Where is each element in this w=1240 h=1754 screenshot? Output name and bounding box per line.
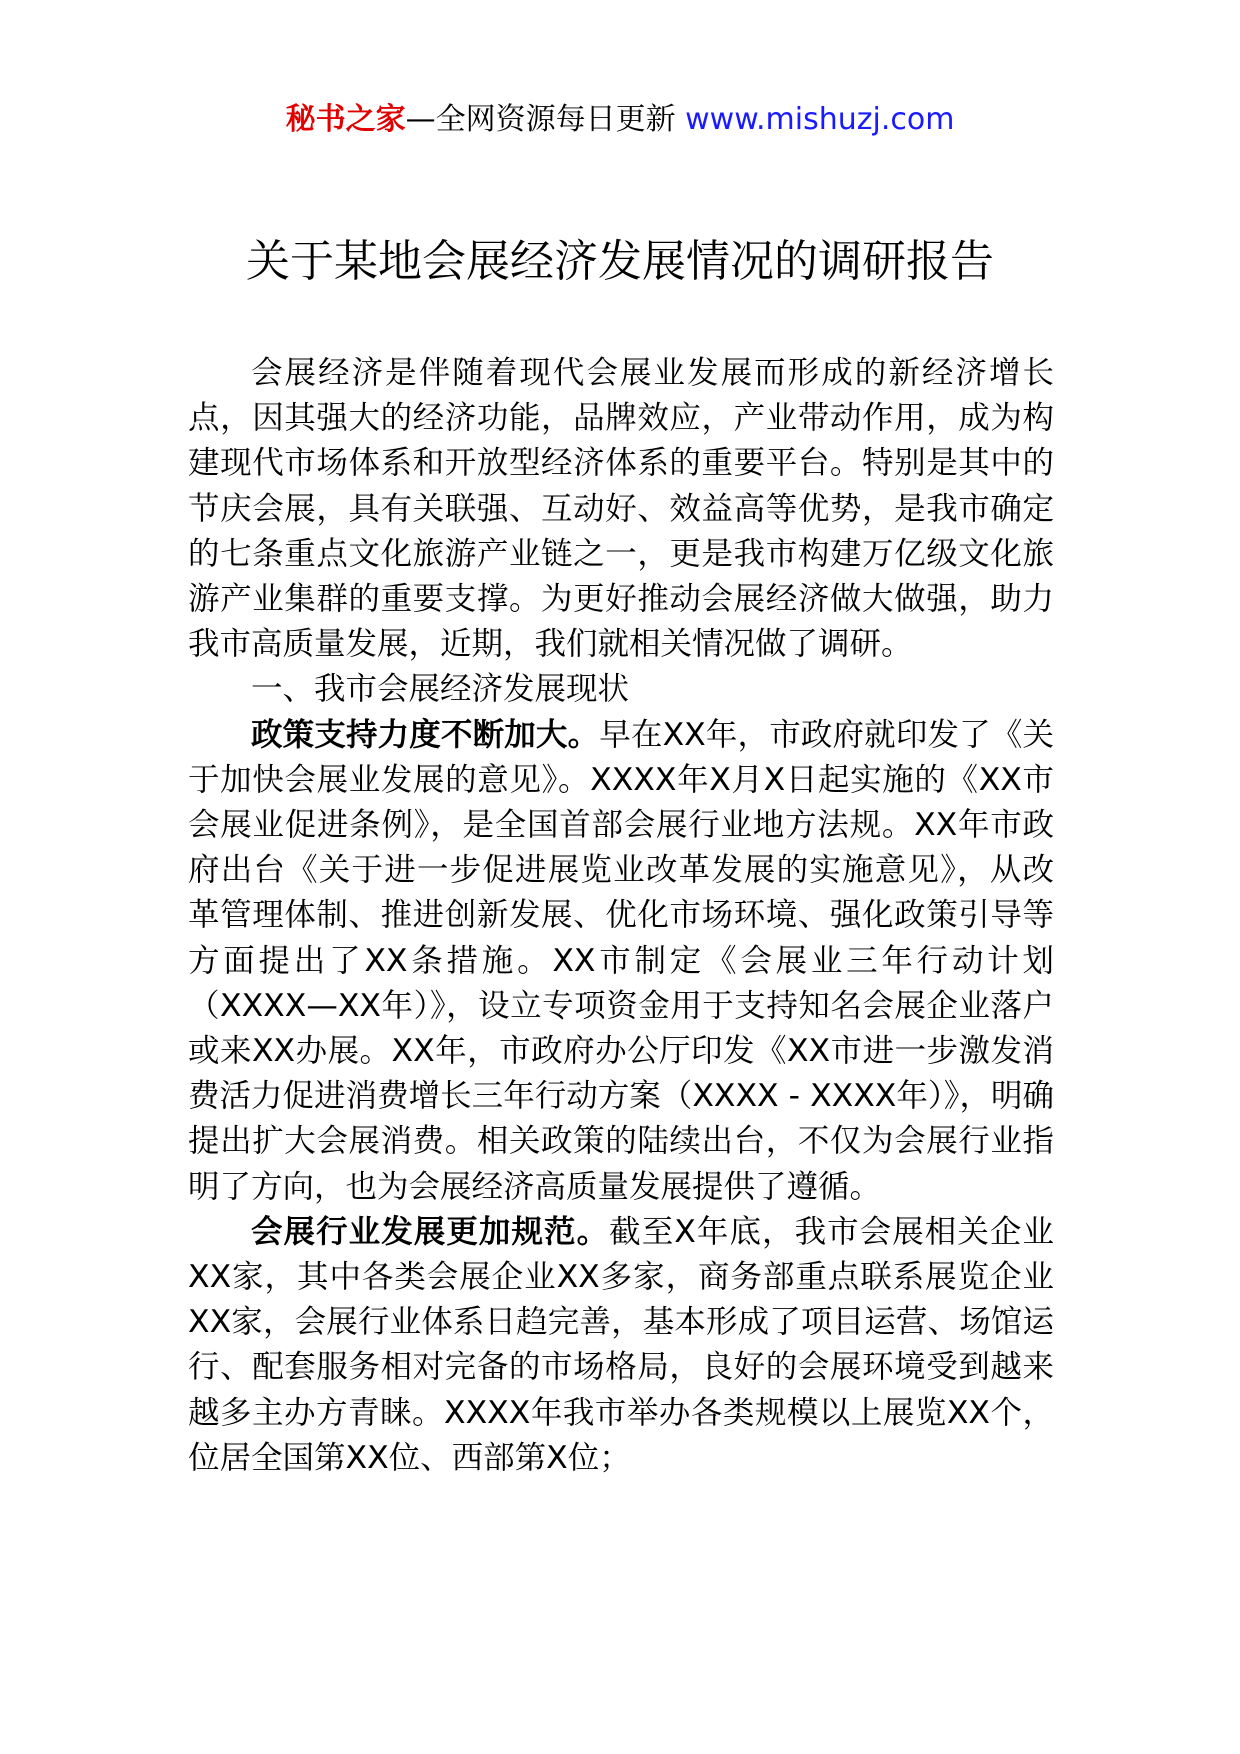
site-url-link[interactable]: www.mishuzj.com (685, 102, 955, 137)
document-title: 关于某地会展经济发展情况的调研报告 (246, 236, 994, 287)
site-header (0, 100, 1240, 140)
brand-name: 秘书之家 (285, 102, 406, 137)
policy-paragraph (188, 713, 1054, 1210)
industry-paragraph (188, 1210, 1054, 1481)
industry-body-text: 截至X年底，我市会展相关企业XX家，其中各类会展企业XX多家，商务部重点联系展览企业XX家，会展行业体系日趋完善，基本形成了项目运营、场馆运行、配套服务相对完备的市场格局，良好的会展环境受到越来越多主办方青睐。XXXX年我市举办各类规模以上展览XX个，位居全国第XX位、西部第X位； (188, 1213, 1054, 1476)
policy-lead-text: 政策支持力度不断加大。 (251, 716, 600, 753)
document-body (188, 351, 1054, 1481)
intro-paragraph: 会展经济是伴随着现代会展业发展而形成的新经济增长点，因其强大的经济功能，品牌效应，产业带动作用，成为构建现代市场体系和开放型经济体系的重要平台。特别是其中的节庆会展，具有关联强、互动好、效益高等优势，是我市确定的七条重点文化旅游产业链之一，更是我市构建万亿级文化旅游产业集群的重要支撑。为更好推动会展经济做大做强，助力我市高质量发展，近期，我们就相关情况做了调研。 (188, 355, 1054, 663)
policy-body-text: 早在XX年，市政府就印发了《关于加快会展业发展的意见》。XXXX年X月X日起实施的《XX市会展业促进条例》，是全国首部会展行业地方法规。XX年市政府出台《关于进一步促进展览业改革发展的实施意见》，从改革管理体制、推进创新发展、优化市场环境、强化政策引导等方面提出了XX条措施。XX市制定《会展业三年行动计划（XXXX—XX年）》，设立专项资金用于支持知名会展企业落户或来XX办展。XX年，市政府办公厅印发《XX市进一步激发消费活力促进消费增长三年行动方案（XXXX - XXXX年）》，明确提出扩大会展消费。相关政策的陆续出台，不仅为会展行业指明了方向，也为会展经济高质量发展提供了遵循。 (188, 716, 1054, 1205)
section-heading: 一、我市会展经济发展现状 (251, 671, 630, 708)
header-tagline: —全网资源每日更新 (405, 102, 676, 137)
industry-lead-text: 会展行业发展更加规范。 (251, 1213, 610, 1250)
